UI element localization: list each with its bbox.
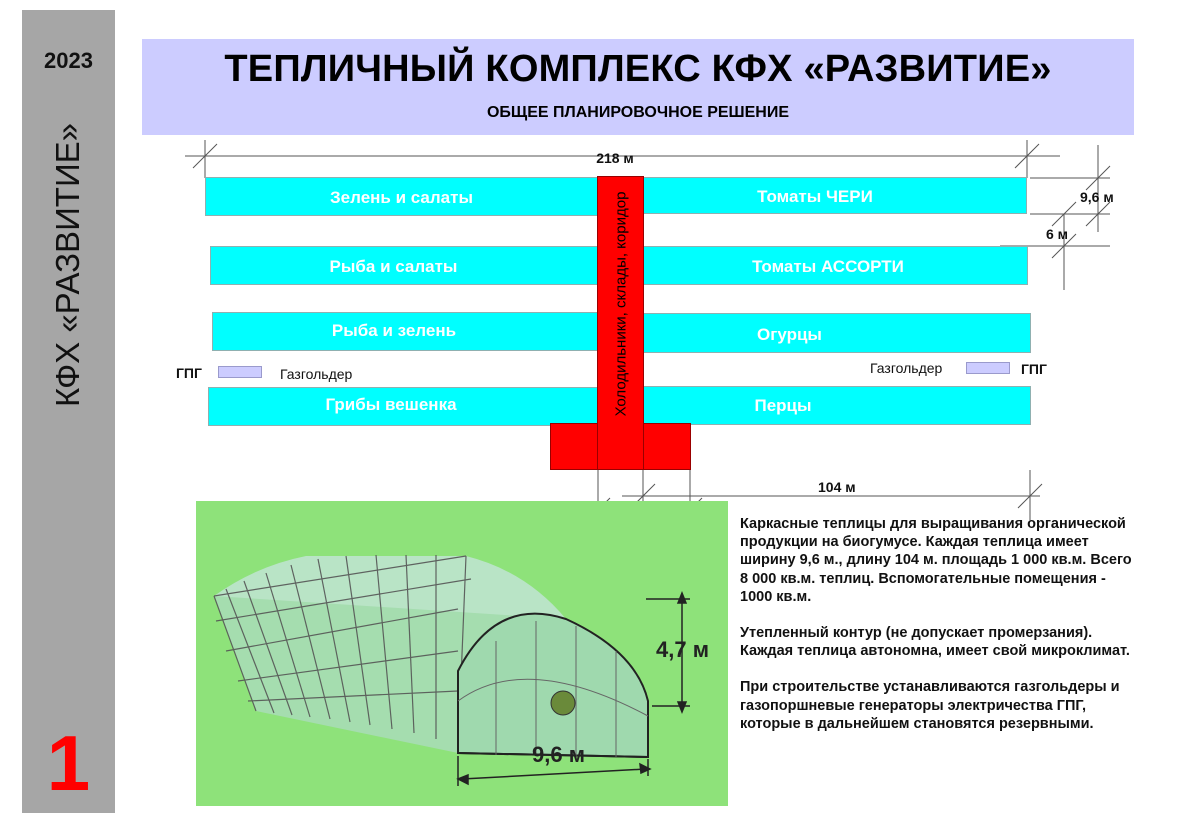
width-label: 9,6 м [532,742,585,767]
greenhouse-label: Томаты ЧЕРИ [757,187,873,206]
gasholder-left [218,366,262,378]
corridor-label: Холодильники, склады, коридор [612,191,630,417]
greenhouse-label: Рыба и зелень [331,321,457,340]
page-title: ТЕПЛИЧНЫЙ КОМПЛЕКС КФХ «РАЗВИТИЕ» [224,48,1052,90]
gasholder-right [966,362,1010,374]
greenhouse-label: Томаты АССОРТИ [752,257,904,276]
year-label: 2023 [44,48,93,73]
gpg-label-right: ГПГ [1021,361,1047,377]
dimension-width: 9,6 м [1080,189,1114,205]
height-label: 4,7 м [656,637,709,662]
greenhouse-label: Зелень и салаты [330,188,473,207]
dimension-total-length: 218 м [596,150,634,166]
dimension-half-length: 104 м [818,479,856,495]
gpg-label-left: ГПГ [176,365,202,381]
description-paragraph: Каркасные теплицы для выращивания органической продукции на биогумусе. Каждая теплица имеет ширину 9,6 м., длину 104 м. площадь 1 000 кв.м. Всего 8 000 кв.м. теплиц. Вспомогательные помещения - 1000 кв.м. [740,516,1132,605]
description-paragraph: Утепленный контур (не допускает промерзания). Каждая теплица автономна, имеет свой микроклимат. [740,625,1130,660]
page-number: 1 [46,719,91,807]
gasholder-label-left: Газгольдер [280,366,353,382]
greenhouse-label: Перцы [754,396,812,415]
greenhouse-illustration [196,501,728,806]
page-subtitle: ОБЩЕЕ ПЛАНИРОВОЧНОЕ РЕШЕНИЕ [486,104,790,121]
greenhouse-label: Огурцы [757,325,822,344]
greenhouse-label: Рыба и салаты [329,257,458,276]
dimension-gap: 6 м [1046,226,1069,242]
vertical-title: КФХ «РАЗВИТИЕ» [49,122,86,408]
description [740,515,1140,751]
greenhouse-label: Грибы вешенка [325,395,457,414]
gasholder-label-right: Газгольдер [870,360,943,376]
description-paragraph: При строительстве устанавливаются газгольдеры и газопоршневые генераторы электричества ГПГ, которые в дальнейшем становятся резервными. [740,679,1120,732]
